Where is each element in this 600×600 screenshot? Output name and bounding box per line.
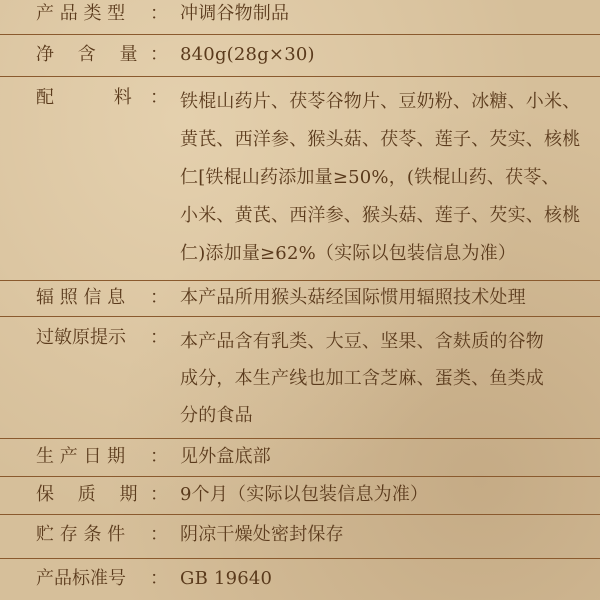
value-shelf-life	[180, 480, 580, 510]
value-line: 成分，本生产线也加工含芝麻、蛋类、鱼类成	[180, 368, 544, 389]
value-storage-conditions	[180, 520, 580, 550]
label-product-type: 产 品 类 型	[36, 3, 126, 24]
value-line: 见外盒底部	[180, 446, 271, 467]
label-net-content: 净 含 量	[36, 44, 138, 65]
value-line: 本产品所用猴头菇经国际惯用辐照技术处理	[180, 287, 526, 308]
value-line: 冲调谷物制品	[180, 3, 290, 24]
colon: ：	[150, 287, 168, 308]
value-ingredients	[180, 83, 580, 273]
colon: ：	[150, 446, 168, 467]
value-line: 分的食品	[180, 405, 253, 426]
label-ingredients: 配 料	[36, 87, 132, 108]
value-production-date	[180, 442, 580, 472]
row-product-type	[0, 0, 600, 35]
row-storage-conditions	[0, 514, 600, 559]
label-storage-conditions: 贮 存 条 件	[36, 524, 126, 545]
row-product-standard	[0, 558, 600, 600]
colon: ：	[150, 524, 168, 545]
value-line: GB 19640	[180, 568, 273, 589]
value-line: 9个月（实际以包装信息为准）	[180, 484, 429, 505]
row-allergen-notice	[0, 316, 600, 439]
value-net-content	[180, 40, 580, 70]
value-line: 阴凉干燥处密封保存	[180, 524, 344, 545]
label-irradiation-info: 辐 照 信 息	[36, 287, 126, 308]
value-irradiation-info	[180, 283, 580, 313]
value-product-type	[180, 0, 580, 29]
value-line: 840g(28g×30)	[180, 44, 315, 65]
value-line: 小米、黄芪、西洋参、猴头菇、莲子、芡实、核桃	[180, 205, 581, 226]
value-product-standard	[180, 564, 580, 594]
colon: ：	[150, 327, 168, 348]
value-line: 仁[铁棍山药添加量≥50%，(铁棍山药、茯苓、	[180, 167, 560, 188]
row-production-date	[0, 438, 600, 477]
value-line: 本产品含有乳类、大豆、坚果、含麸质的谷物	[180, 331, 544, 352]
row-ingredients	[0, 76, 600, 281]
colon: ：	[150, 87, 168, 108]
value-allergen-notice	[180, 323, 580, 434]
row-net-content	[0, 34, 600, 77]
label-shelf-life: 保 质 期	[36, 484, 138, 505]
colon: ：	[150, 44, 168, 65]
label-allergen-notice: 过敏原提示	[36, 327, 126, 348]
value-line: 黄芪、西洋参、猴头菇、茯苓、莲子、芡实、核桃	[180, 129, 581, 150]
colon: ：	[150, 568, 168, 589]
colon: ：	[150, 484, 168, 505]
label-production-date: 生 产 日 期	[36, 446, 126, 467]
row-irradiation-info	[0, 280, 600, 317]
label-product-standard: 产品标准号	[36, 568, 126, 589]
row-shelf-life	[0, 476, 600, 515]
value-line: 仁)添加量≥62%（实际以包装信息为准）	[180, 243, 517, 264]
colon: ：	[150, 3, 168, 24]
value-line: 铁棍山药片、茯苓谷物片、豆奶粉、冰糖、小米、	[180, 91, 581, 112]
